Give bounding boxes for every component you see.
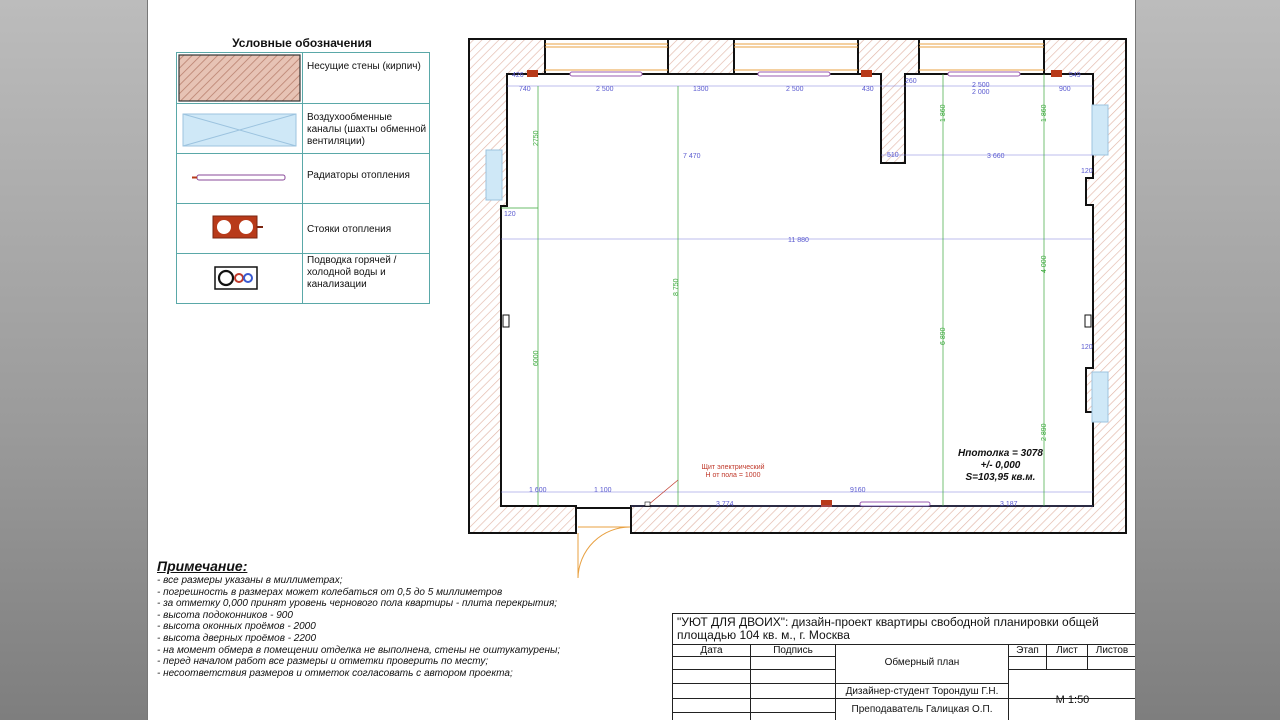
note-line: - погрешность в размерах может колебаться от 0,5 до 5 миллиметров <box>157 586 503 598</box>
project-title: "УЮТ ДЛЯ ДВОИХ": дизайн-проект квартиры свободной планировки общей площадью 104 кв. м., г. Москва <box>677 615 1099 642</box>
dim-2000: 2 000 <box>972 89 990 96</box>
dim-740: 740 <box>519 86 531 93</box>
dim-1300: 1300 <box>693 86 709 93</box>
drawing-sheet <box>147 0 1136 720</box>
dim-2890: 2 890 <box>1041 423 1048 441</box>
dim-120b: 120 <box>1081 168 1093 175</box>
notes-block <box>157 558 577 679</box>
ceiling-height: Hпотолка = 3078 <box>958 448 1043 459</box>
designer: Дизайнер-студент Торондуш Г.Н. <box>845 686 999 697</box>
legend-label-riser: Стояки отопления <box>307 224 392 235</box>
note-line: - на момент обмера в помещении отделка не выполнена, стены не оштукатурены; <box>157 644 561 656</box>
dim-7470: 7 470 <box>683 153 701 160</box>
dim-2500b: 2 500 <box>786 86 804 93</box>
dim-6890: 6 890 <box>940 327 947 345</box>
dim-260: 260 <box>905 78 917 85</box>
note-line: - высота оконных проёмов - 2000 <box>157 621 316 633</box>
bearing-walls <box>469 0 1135 39</box>
title-block <box>672 613 1136 720</box>
sheet-name: Обмерный план <box>884 657 960 668</box>
dim-549: 549 <box>1069 72 1081 79</box>
floor-plan <box>148 0 1135 600</box>
dim-4000: 4 000 <box>1041 255 1048 273</box>
electric-panel-label: Щит электрический Н от пола = 1000 <box>701 464 765 479</box>
plan-stats <box>958 448 1043 484</box>
zero-level: +/- 0,000 <box>980 460 1021 471</box>
legend-label-vent: Воздухообменные каналы (шахты обменной вентиляции) <box>307 112 427 147</box>
legend-label-radiator: Радиаторы отопления <box>307 170 410 181</box>
dim-2500a: 2 500 <box>596 86 614 93</box>
legend-label-water: Подводка горячей / холодной воды и канализации <box>307 255 397 290</box>
dim-1600: 1 600 <box>529 487 547 494</box>
teacher: Преподаватель Галицкая О.П. <box>851 704 993 715</box>
dim-11880: 11 880 <box>788 237 809 244</box>
dim-120a: 120 <box>504 211 516 218</box>
dim-1860a: 1 860 <box>940 104 947 122</box>
dim-3660: 3 660 <box>987 153 1005 160</box>
dim-1100: 1 100 <box>594 487 612 494</box>
entry-door <box>578 527 630 578</box>
floor-area: S=103,95 кв.м. <box>965 472 1036 483</box>
electric-panel-icon <box>645 502 650 506</box>
col-sheets: Листов <box>1095 645 1129 656</box>
note-line: - высота подоконников - 900 <box>157 609 293 621</box>
col-sheet: Лист <box>1056 645 1078 656</box>
col-sign: Подпись <box>773 645 813 656</box>
dim-430: 430 <box>862 86 874 93</box>
dim-1860b: 1 860 <box>1041 104 1048 122</box>
legend-label-walls: Несущие стены (кирпич) <box>307 61 421 72</box>
dim-2750: 2750 <box>533 130 540 146</box>
note-line: - все размеры указаны в миллиметрах; <box>157 575 343 586</box>
dim-900: 900 <box>1059 86 1071 93</box>
dim-9160: 9160 <box>850 487 866 494</box>
dim-8750: 8 750 <box>673 278 680 296</box>
col-date: Дата <box>700 645 723 656</box>
legend-title: Условные обозначения <box>232 36 372 50</box>
note-line: - перед началом работ все размеры и отметки проверить по месту; <box>157 656 489 668</box>
dim-3774: 3 774 <box>716 501 734 508</box>
dim-6000: 6000 <box>533 350 540 366</box>
note-line: - за отметку 0,000 принят уровень чернового пола квартиры - плита перекрытия; <box>157 598 558 610</box>
dim-510: 510 <box>887 152 899 159</box>
note-line: - высота дверных проёмов - 2200 <box>157 632 317 644</box>
dim-3187: 3 187 <box>1000 501 1018 508</box>
dim-120c: 120 <box>1081 344 1093 351</box>
dim-2500c: 2 500 <box>972 82 990 89</box>
notes-title: Примечание: <box>157 558 248 574</box>
scale: М 1:50 <box>1055 694 1090 706</box>
col-stage: Этап <box>1016 645 1039 656</box>
dim-426: 426 <box>512 72 524 79</box>
note-line: - несоответствия размеров и отметок согласовать с автором проекта; <box>157 667 513 679</box>
